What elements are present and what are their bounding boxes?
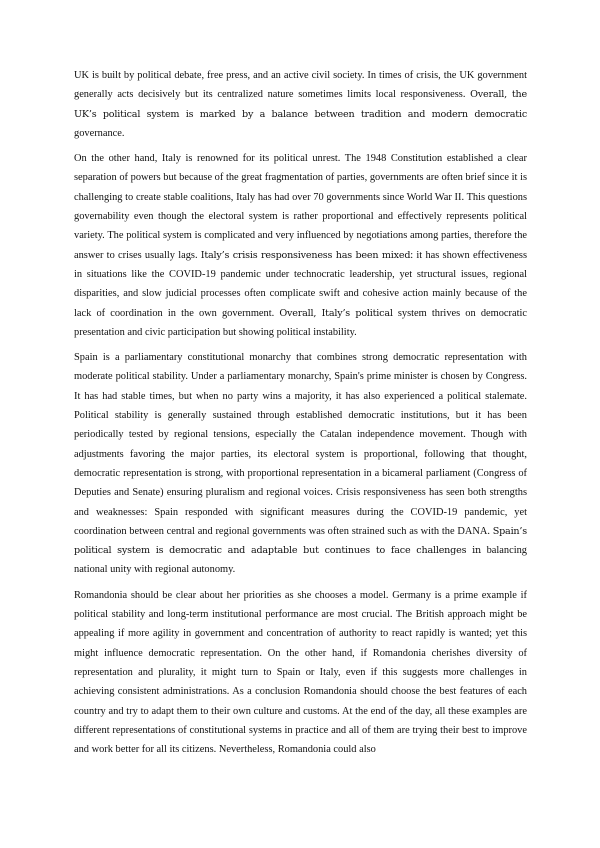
uk-overall-summary: Overall, the UK’s political system is marked by a balance between tradition and modern democratic (74, 89, 527, 120)
paragraph-uk (74, 66, 527, 143)
italy-text-2: : it has shown effectiveness in situations like the COVID-19 pandemic under technocratic leadership, yet structural issues, regional disparities, and slow judicial processes often complicate swift and cohesive action mainly because of the lack of coordination in the own government. (74, 249, 527, 319)
spain-text-1: Spain is a parliamentary constitutional monarchy that combines strong democratic representation with moderate political stability. Under a parliamentary monarchy, Spain's prime minister is chosen by Congress. It has had stable times, but when no party wins a majority, it has also experienced a political stalemate. Political stability is generally sustained through established democratic institutions, but it has been periodically tested by regional tensions, especially the Catalan independence movement. Though with adjustments favoring the major parties, its electoral system is proportional, following that thought, democratic representation is strong, with proportional representation in a bicameral parliament (Congress of Deputies and Senate) ensuring pluralism and regional voices. Crisis responsiveness has seen both strengths and weaknesses: Spain responded with significant measures during the COVID-19 pandemic, yet coordination between central and regional governments was often strained such as with the DANA. (74, 352, 527, 537)
document-body (74, 66, 527, 765)
paragraph-romandonia (74, 586, 527, 760)
paragraph-spain (74, 348, 527, 580)
italy-overall-summary: Overall, Italy’s political (279, 307, 393, 319)
italy-crisis-responsiveness: Italy’s crisis responsiveness has been mixed (200, 249, 411, 261)
paragraph-italy (74, 149, 527, 342)
italy-text-3: system thrives on democratic presentation and civic participation but showing political instability. (74, 307, 527, 338)
uk-text-1: UK is built by political debate, free press, and an active civil society. In times of crisis, the UK government generally acts decisively but its centralized nature sometimes limits local responsiveness. (74, 70, 527, 101)
spain-overall-summary: Spain’s political system is democratic and adaptable but continues to face challenges in (74, 525, 527, 557)
uk-text-2: governance. (74, 127, 125, 139)
romandonia-text-1: Romandonia should be clear about her priorities as she chooses a model. Germany is a prime example if political stability and long-term institutional performance are most crucial. The British approach might be appealing if more agility in government and concentration of authority to react rapidly is wanted; yet this might influence democratic representation. On the other hand, if Romandonia cherishes diversity of representation and plurality, it might turn to Spain or Italy, even if this suggests more challenges in achieving consistent administrations. As a conclusion Romandonia should choose the best features of each country and try to adapt them to their own culture and customs. At the end of the day, all these examples are different representations of constitutional systems in practice and all of them are trying their best to improve and work better for all its citizens. Nevertheless, Romandonia could also (74, 589, 527, 756)
spain-text-2: balancing national unity with regional autonomy. (74, 545, 527, 576)
italy-text-1: On the other hand, Italy is renowned for its political unrest. The 1948 Constitution established a clear separation of powers but because of the great fragmentation of parties, governments are often brief since it is challenging to create stable coalitions, Italy has had over 70 governments since World War II. This questions governability even though the electoral system is rather proportional and effectively represents political variety. The political system is complicated and very influenced by negotiations among parties, therefore the answer to crises usually lags. (74, 153, 527, 261)
